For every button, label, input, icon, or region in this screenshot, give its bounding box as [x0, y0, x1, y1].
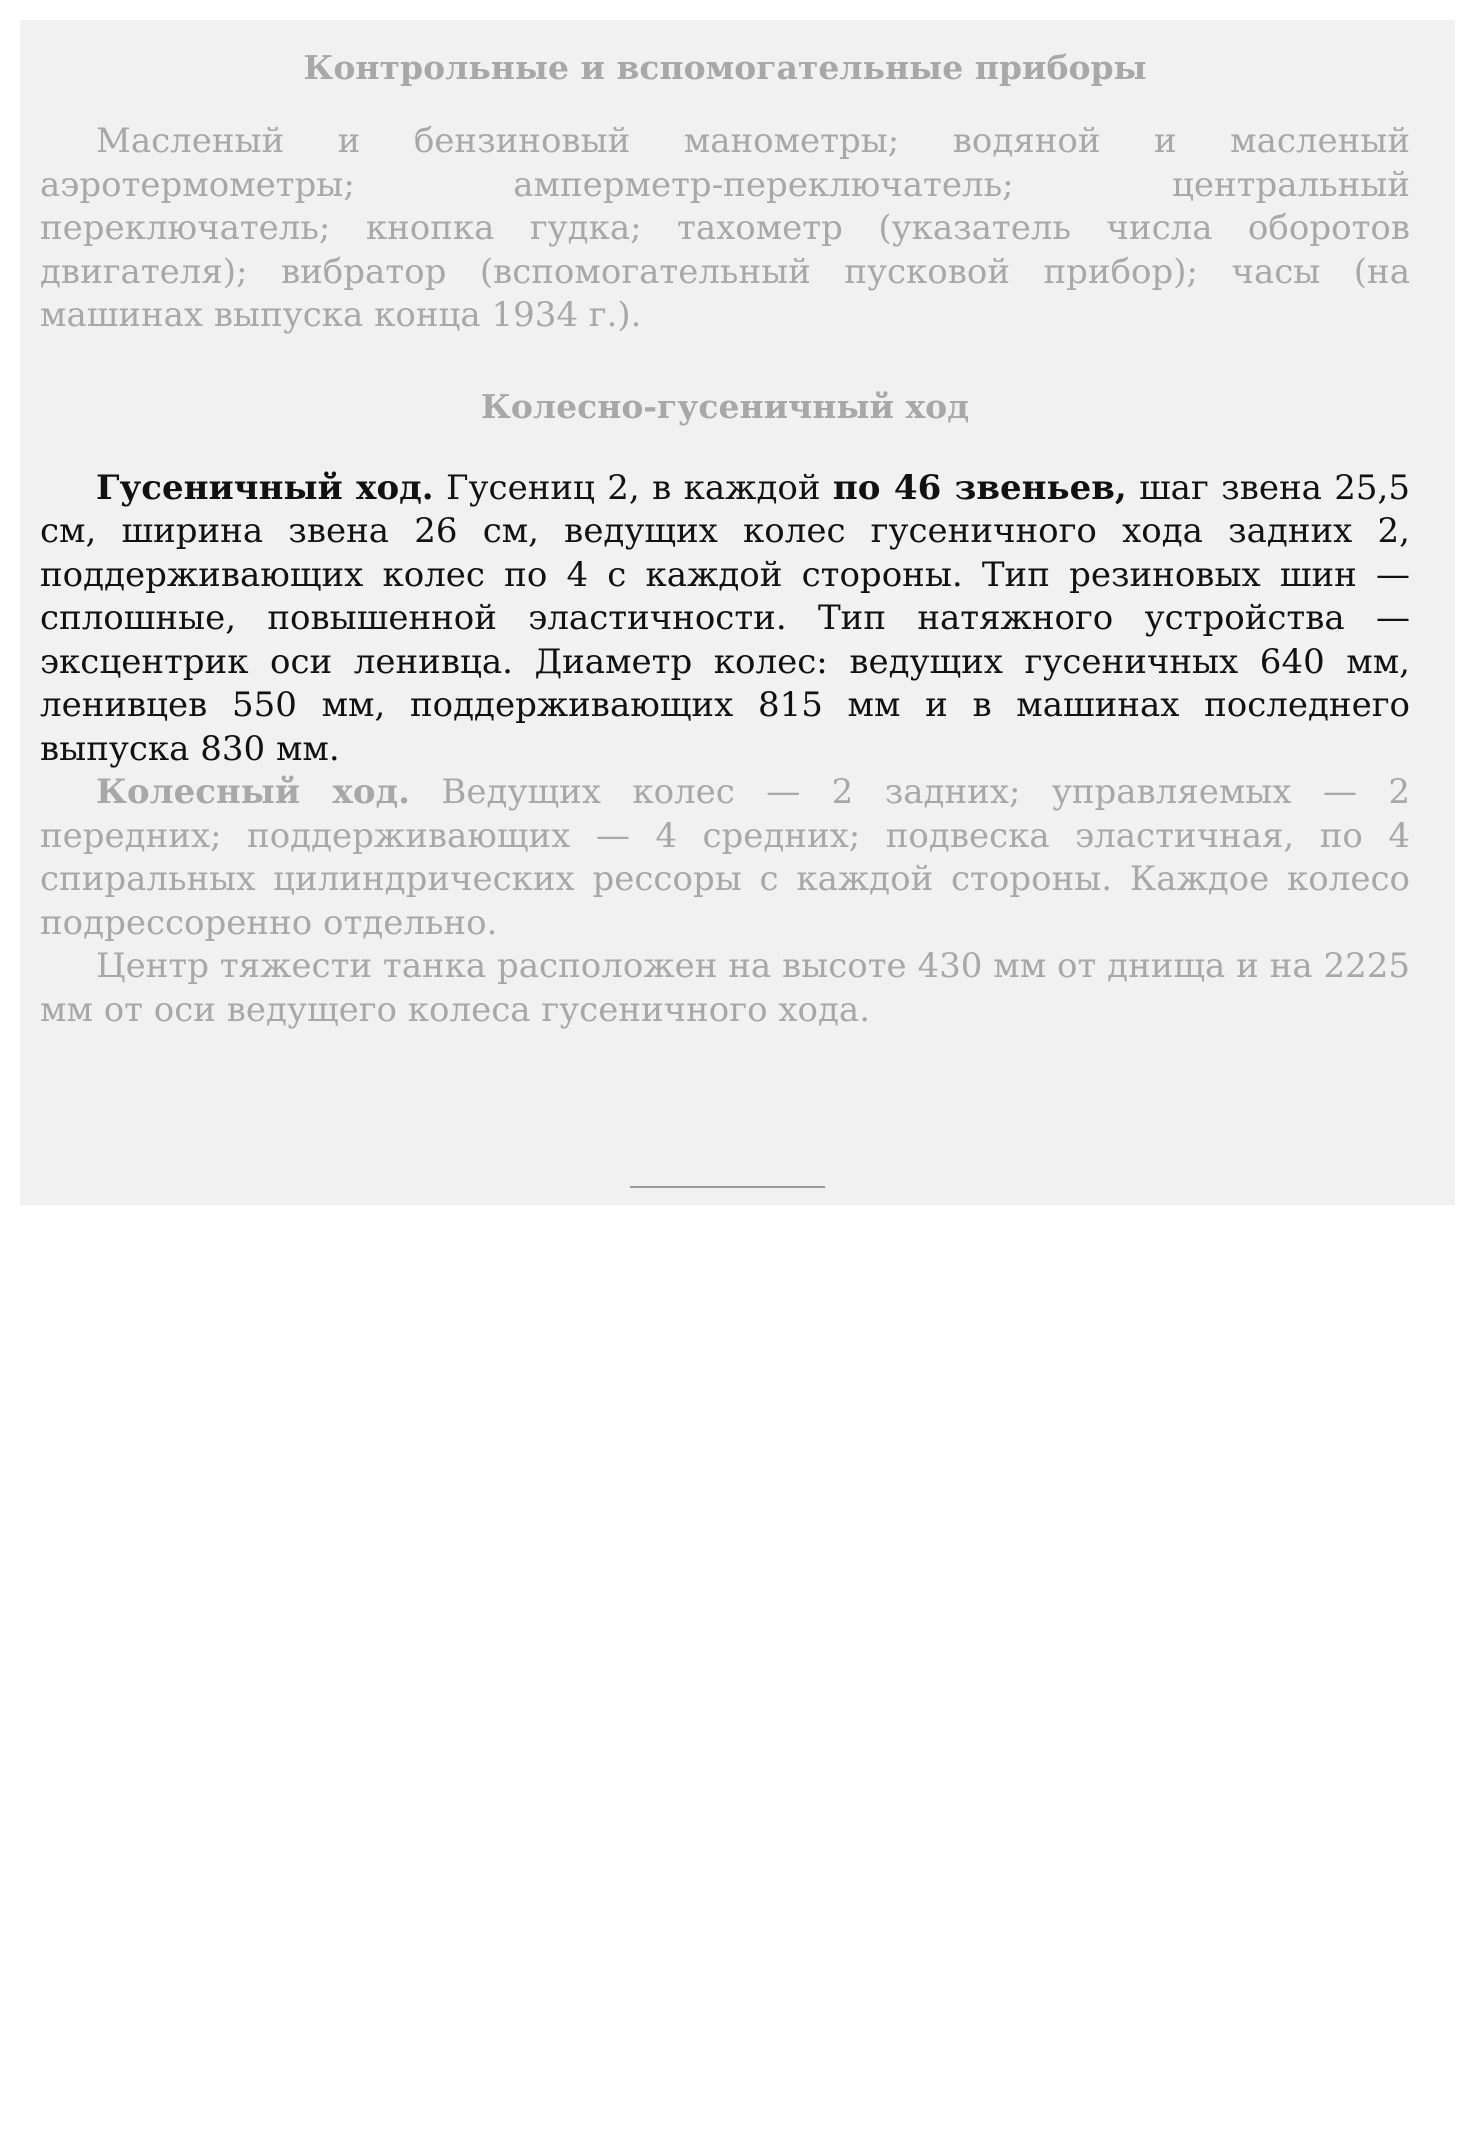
paragraph-instruments: Масленый и бензиновый манометры; водяной и масленый аэротермометры; амперметр-переключатель; центральный переключатель; кнопка гудка; тахометр (указатель числа оборотов двигателя); вибратор (вспомогательный пусковой прибор); часы (на машинах выпуска конца 1934 г.).: [40, 121, 1410, 335]
heading-wheel-track-drive: Колесно-гусеничный ход: [480, 386, 970, 426]
wheel-drive-text: Ведущих колес — 2 задних; управляемых — 2 передних; поддерживающих — 4 средних; подвеска эластичная, по 4 спиральных цилиндрических рессоры с каждой стороны. Каждое колесо подрессоренно отдельно.: [40, 772, 1410, 943]
track-drive-text-a: Гусениц 2, в каждой: [433, 467, 833, 508]
paragraph-track-drive: [40, 467, 1410, 772]
paragraph-wheel-drive: [40, 771, 1410, 945]
track-drive-text-b: шаг звена 25,5 см, ширина звена 26 см, ведущих колес гусеничного хода задних 2, поддерживающих колес по 4 с каждой стороны. Тип резиновых шин — сплошные, повышенной эластичности. Тип натяжного устройства — эксцентрик оси ленивца. Диаметр колес: ведущих гусеничных 640 мм, ленивцев 550 мм, поддерживающих 815 мм и в машинах последнего выпуска 830 мм.: [40, 467, 1410, 769]
end-rule: [630, 1186, 825, 1188]
page-text: [40, 46, 1410, 1032]
track-drive-lead: Гусеничный ход.: [96, 467, 434, 508]
paragraph-center-of-gravity: Центр тяжести танка расположен на высоте 430 мм от днища и на 2225 мм от оси ведущего колеса гусеничного хода.: [40, 946, 1410, 1030]
heading-instruments: Контрольные и вспомогательные приборы: [303, 48, 1147, 87]
track-drive-links: по 46 звеньев,: [832, 467, 1127, 508]
wheel-drive-lead: Колесный ход.: [96, 772, 410, 812]
